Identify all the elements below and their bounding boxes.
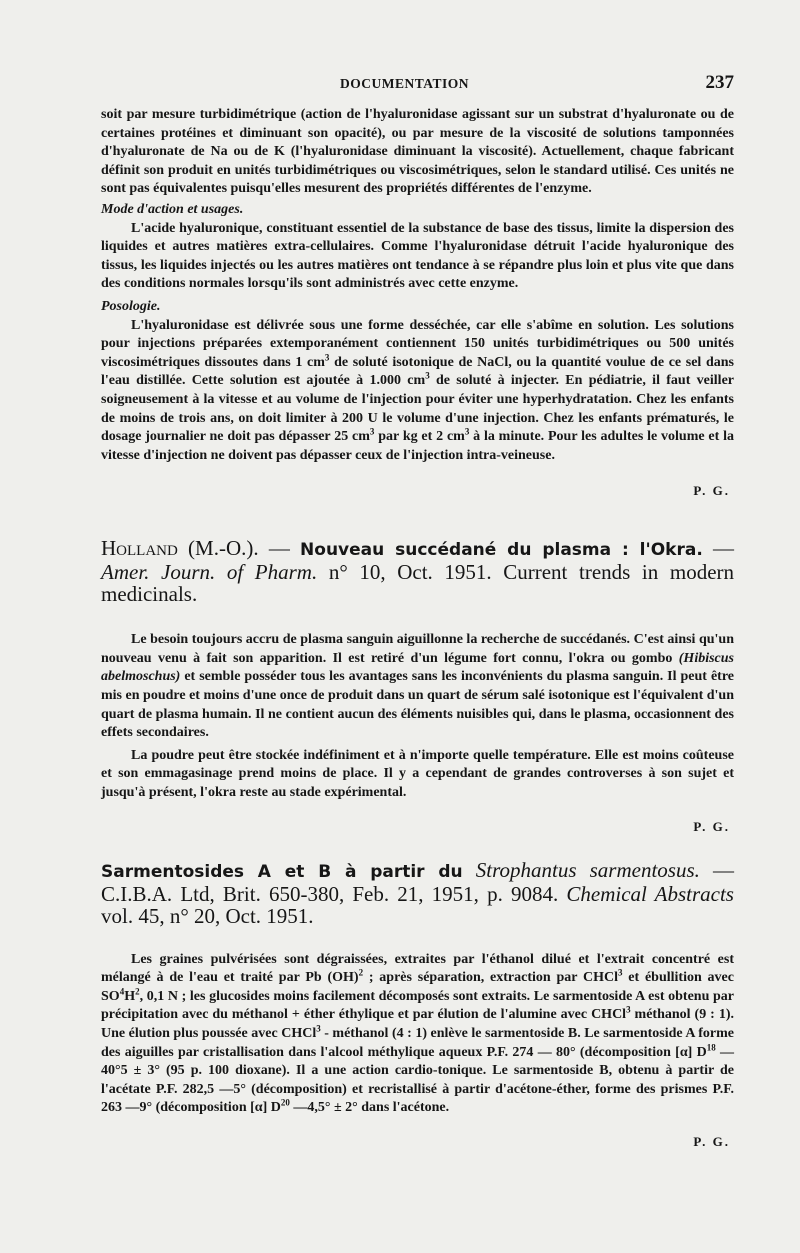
text-run: L'hyaluronidase est délivrée sous une forme desséchée, car elle s'abîme en solution. Les solutions pour injections préparées extemporanément contiennent 150 unités turbidimétriques ou 500 unités viscosimétriques dissoutes dans 1 cm — [101, 317, 734, 370]
text-run: H — [124, 988, 136, 1004]
page-header — [0, 72, 800, 96]
text-run: Le besoin toujours accru de plasma sanguin aiguillonne la recherche de succédanés. C'est ainsi qu'un nouveau venu à fait son apparition. Il est retiré d'un légume fort connu, l'okra ou gombo — [101, 632, 734, 666]
text-run: à la minute. Pour les adultes le volume et la vitesse d'injection ne doivent pas dépasser ceux de l'injection intra-veineuse. — [101, 429, 734, 463]
superscript: 4 — [119, 986, 125, 997]
reference-title: Nouveau succédané du plasma : l'Okra. — [300, 540, 703, 561]
text-run: - méthanol (4 : 1) enlève le sarmentoside B. Le sarmentoside A forme des aiguilles par cristallisation dans l'alcool méthylique aqueux P.F. 274 — 80° (décomposition [α] D — [101, 1026, 734, 1060]
text-run: , 0,1 N ; les glucosides moins facilement décomposés sont extraits. Le sarmentoside A est obtenu par précipitation avec du méthanol + éther éthylique et par élution de l'alumine avec CHCl — [101, 988, 734, 1023]
superscript: 3 — [626, 1004, 631, 1015]
reference-journal: Amer. Journ. of Pharm. — [101, 560, 318, 585]
paragraph-sarmentosides — [101, 951, 734, 1118]
heading-mode-action: Mode d'action et usages. — [101, 201, 244, 217]
text-run: et semble posséder tous les avantages sans les inconvénients du plasma sanguin. Il peut être mis en poudre et moins d'une once de produit dans un quart de sérum salé isotonique est l'équivalent d'un quart de plasma humain. Il ne contient aucun des éléments nuisibles qui, dans le plasma, occasionnent des effets secondaires. — [101, 669, 734, 741]
running-head: DOCUMENTATION — [340, 76, 470, 91]
superscript: 2 — [135, 986, 140, 997]
species-name: (Hibiscus abelmoschus) — [101, 650, 734, 685]
reference-details: vol. 45, n° 20, Oct. 1951. — [101, 903, 314, 928]
reference-details: n° 10, Oct. 1951. Current trends in modern medicinals. — [101, 560, 735, 607]
text-run: de soluté isotonique de NaCl, ou la quantité voulue de ce sel dans l'eau distillée. Cette solution est ajoutée à 1.000 cm — [101, 354, 734, 389]
reference-sarmentosides — [101, 859, 734, 927]
page-number: 237 — [705, 72, 734, 93]
superscript: 20 — [280, 1097, 290, 1108]
superscript: 18 — [706, 1041, 716, 1052]
text-run: ; après séparation, extraction par CHCl — [363, 970, 619, 986]
superscript: 3 — [618, 967, 623, 978]
text-run: — 40°5 ± 3° (95 p. 100 dioxane). Il a une action cardio-tonique. Le sarmentoside B, obtenu à partir de l'acétate P.F. 282,5 —5° (décomposition) et recristallisé à partir d'acétone-éther, forme des prismes P.F. 263 —9° (décomposition [α] D — [101, 1044, 734, 1116]
text-run: —4,5° ± 2° dans l'acétone. — [289, 1100, 450, 1116]
signature: P. G. — [693, 1133, 730, 1149]
superscript: 3 — [425, 370, 430, 381]
signature: P. G. — [693, 818, 730, 834]
text-run: Les graines pulvérisées sont dégraissées, extraites par l'éthanol dilué et l'extrait concentré est mélangé à de l'eau et traité par Pb (OH) — [101, 951, 734, 986]
text-run: méthanol (9 : 1). Une élution plus poussée avec CHCl — [101, 1007, 734, 1041]
page-body — [101, 106, 734, 1150]
paragraph-intro: soit par mesure turbidimétrique (action de l'hyaluronidase agissant sur un substrat d'hyaluronate ou de certaines protéines et diminuant son opacité), ou par mesure de la viscosité de solutions tamponnées d'hyaluronate de Na ou de K (l'hyaluronidase diminuant la viscosité). Actuellement, chaque fabricant définit son produit en unités turbidimétriques ou viscosimétriques, selon le standard utilisé. Ces unités ne sont pas équivalentes puisqu'elles mesurent des propriétés différentes de l'enzyme. — [101, 107, 734, 197]
reference-dash: — — [702, 536, 735, 561]
paragraph-mode-action: L'acide hyaluronique, constituant essentiel de la substance de base des tissus, limite la dispersion des liquides et autres matières extra-cellulaires. Comme l'hyaluronidase détruit l'acide hyaluronique des tissus, les liquides injectés ou les autres matières ont tendance à se répandre plus loin et plus vite que dans des conditions normales lorsqu'ils sont administrés avec cette enzyme. — [101, 220, 734, 292]
superscript: 2 — [358, 967, 364, 978]
superscript: 3 — [324, 352, 330, 363]
superscript: 3 — [464, 426, 470, 437]
heading-posologie: Posologie. — [101, 298, 161, 314]
reference-dash: — — [258, 536, 301, 561]
paragraph-okra-1 — [101, 631, 734, 743]
text-run: et ébullition avec SO — [101, 970, 734, 1004]
reference-species: Strophantus sarmentosus. — [475, 857, 700, 882]
paragraph-okra-2: La poudre peut être stockée indéfiniment et à n'importe quelle température. Elle est moins coûteuse et son emmagasinage prend moins de place. Il y a cependant de grandes controverses à son sujet et jusqu'à présent, l'okra reste au stade expérimental. — [101, 747, 734, 801]
paragraph-posologie — [101, 317, 734, 466]
text-run: par kg et 2 cm — [374, 429, 465, 445]
text-run: de soluté à injecter. En pédiatrie, il faut veiller soigneusement à la vitesse et au volume de l'injection pour éviter une hyperhydratation. Chez les enfants de moins de trois ans, on doit limiter à 200 U le volume d'une injection. Chez les enfants prématurés, le dosage journalier ne doit pas dépasser 25 cm — [101, 373, 734, 445]
signature: P. G. — [693, 483, 730, 499]
reference-details: — C.I.B.A. Ltd, Brit. 650-380, Feb. 21, 1951, p. 9084. — [101, 857, 735, 906]
reference-title: Sarmentosides A et B à partir du — [101, 861, 463, 882]
reference-author: Holland (M.-O.). — [101, 536, 259, 561]
reference-journal: Chemical Abstracts — [566, 881, 734, 906]
superscript: 3 — [369, 426, 375, 437]
superscript: 3 — [316, 1023, 321, 1034]
reference-okra — [101, 537, 734, 605]
